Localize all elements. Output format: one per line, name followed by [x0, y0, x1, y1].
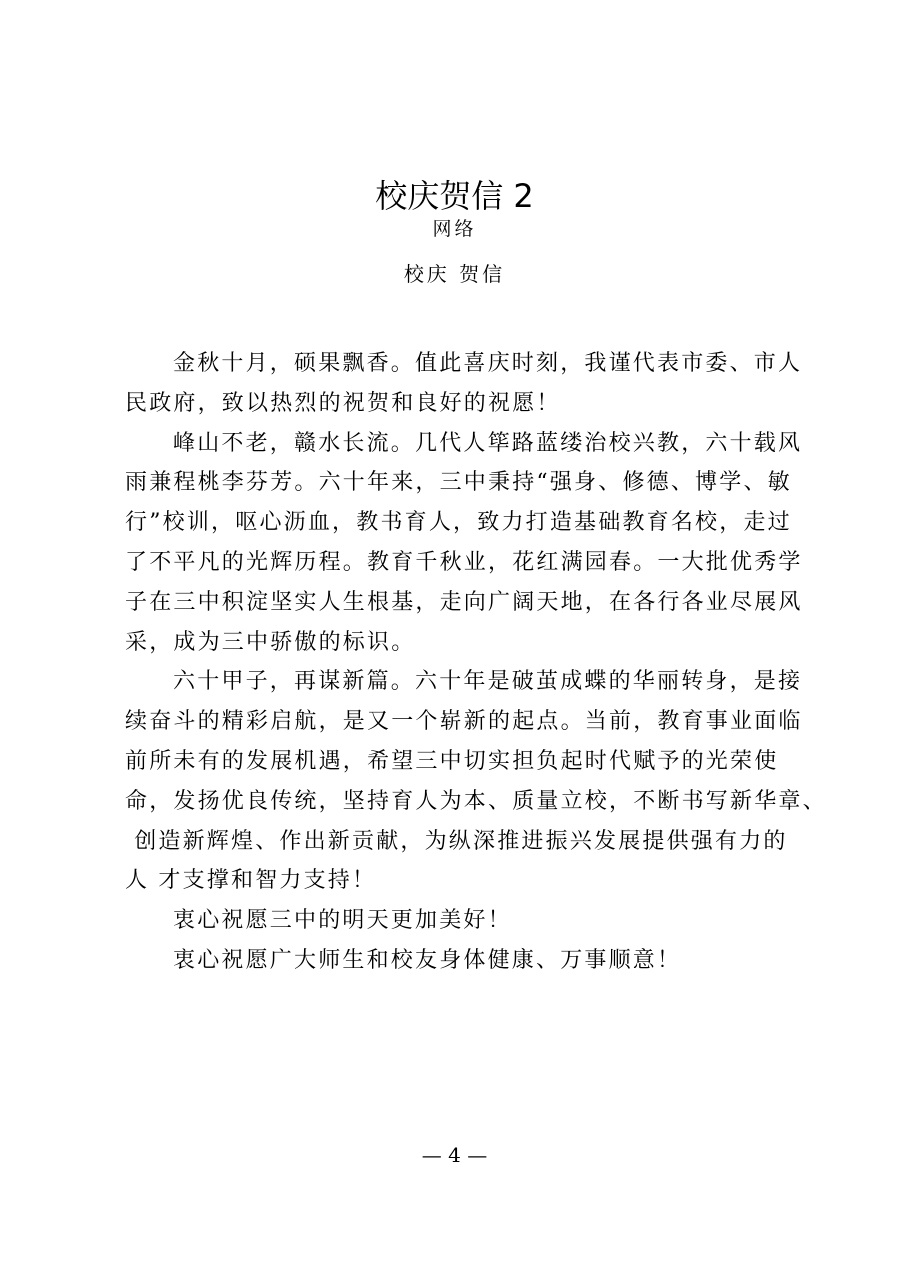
paragraph-2-line-2: 雨兼程桃李芬芳。六十年来，三中秉持“强身、修德、博学、敏 — [125, 470, 792, 496]
document-source: 网络 — [432, 218, 477, 240]
paragraph-3-line-3: 前所未有的发展机遇，希望三中切实担负起时代赋予的光荣使 — [125, 748, 779, 774]
paragraph-2-line-3: 行”校训，呕心沥血，教书育人，致力打造基础教育名校，走过 — [125, 510, 792, 536]
paragraph-3-line-5: 创造新辉煌、作出新贡献，为纵深推进振兴发展提供强有力的 — [125, 828, 788, 854]
paragraph-2-line-6: 采，成为三中骄傲的标识。 — [125, 629, 416, 655]
paragraph-2-line-5: 子在三中积淀坚实人生根基，走向广阔天地，在各行各业尽展风 — [125, 589, 803, 615]
paragraph-2-line-1: 峰山不老，赣水长流。几代人筚路蓝缕治校兴教，六十载风 — [173, 430, 803, 456]
paragraph-5-line-1: 衷心祝愿广大师生和校友身体健康、万事顺意！ — [173, 947, 682, 973]
paragraph-3-line-2: 续奋斗的精彩启航，是又一个崭新的起点。当前，教育事业面临 — [125, 709, 803, 735]
document-tags: 校庆 贺信 — [403, 262, 506, 286]
page-number: — 4 — — [421, 1143, 488, 1167]
paragraph-2-line-4: 了不平凡的光辉历程。教育千秋业，花红满园春。一大批优秀学 — [125, 549, 803, 575]
paragraph-3-line-6: 人 才支撑和智力支持！ — [125, 868, 377, 894]
paragraph-4-line-1: 衷心祝愿三中的明天更加美好！ — [173, 908, 512, 934]
letter-body — [125, 344, 827, 981]
document-title: 校庆贺信 2 — [375, 177, 534, 215]
paragraph-1-line-2: 民政府，致以热烈的祝贺和良好的祝愿！ — [125, 390, 561, 416]
paragraph-3-line-4: 命，发扬优良传统，坚持育人为本、质量立校，不断书写新华章、 — [125, 788, 827, 814]
paragraph-1-line-1: 金秋十月，硕果飘香。值此喜庆时刻，我谨代表市委、市人 — [173, 351, 803, 376]
paragraph-3-line-1: 六十甲子，再谋新篇。六十年是破茧成蝶的华丽转身，是接 — [173, 669, 803, 695]
